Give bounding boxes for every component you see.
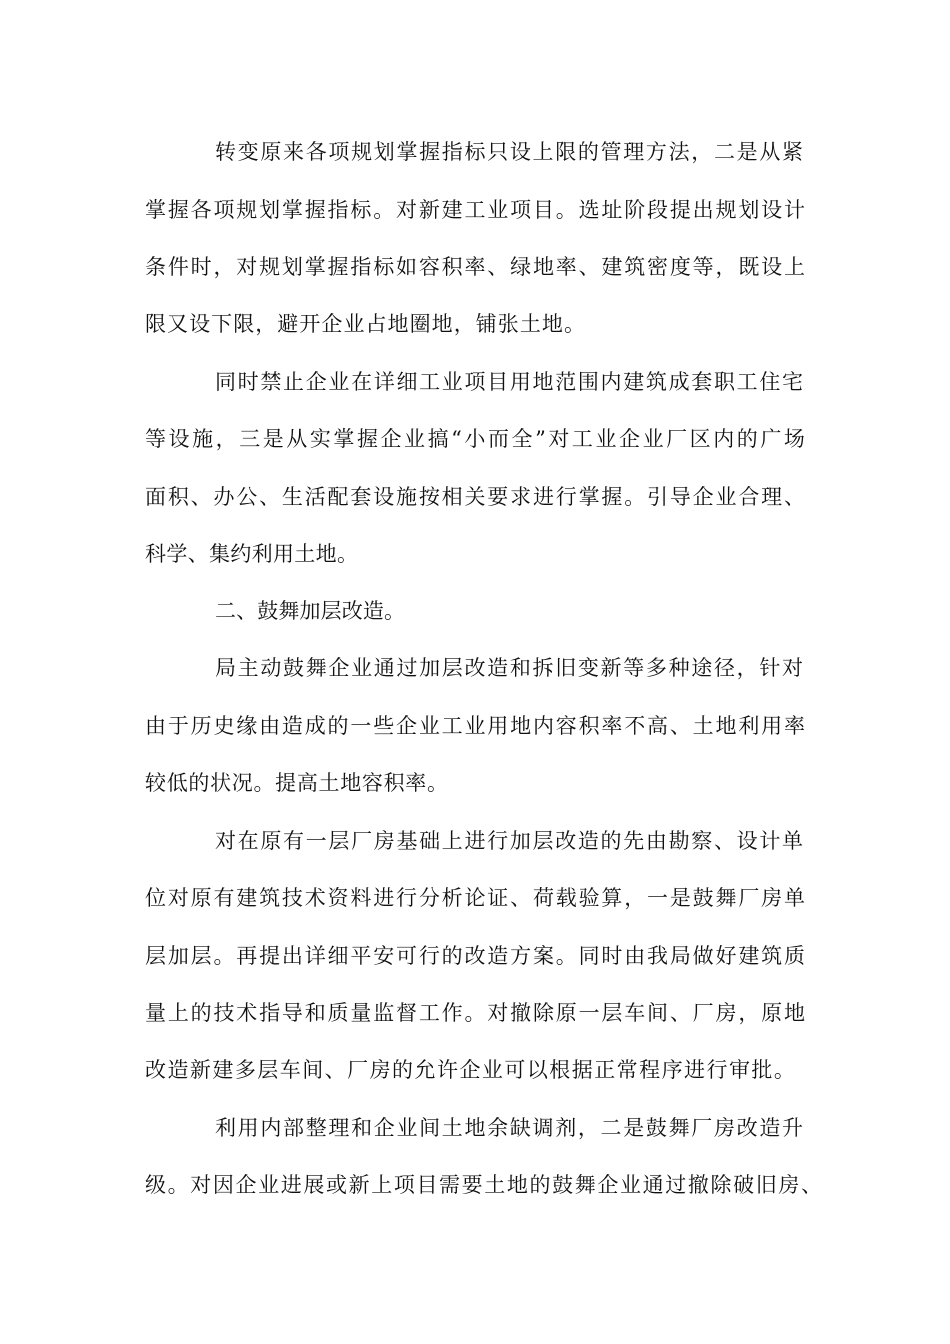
text-line — [0, 648, 950, 688]
text-line — [0, 763, 950, 803]
text-line — [0, 419, 950, 459]
text-line — [0, 534, 950, 574]
section-heading — [0, 591, 950, 631]
paragraph-text: 转变原来各项规划掌握指标只设上限的管理方法，二是从紧 — [215, 140, 805, 164]
paragraph-text: 量上的技术指导和质量监督工作。对撤除原一层车间、厂房，原地 — [145, 1001, 807, 1025]
text-line — [0, 247, 950, 287]
paragraph-text: 级。对因企业进展或新上项目需要土地的鼓舞企业通过撤除破旧房、 — [145, 1173, 824, 1197]
text-line — [0, 821, 950, 861]
paragraph-text: 利用内部整理和企业间土地余缺调剂，二是鼓舞厂房改造升 — [215, 1116, 805, 1140]
heading-text: 二、鼓舞加层改造。 — [215, 599, 406, 623]
text-line — [0, 362, 950, 402]
text-line — [0, 1165, 950, 1205]
paragraph-text: 位对原有建筑技术资料进行分析论证、荷载验算，一是鼓舞厂房单 — [145, 886, 807, 910]
text-line — [0, 993, 950, 1033]
paragraph-text: 等设施，三是从实掌握企业搞“小而全”对工业企业厂区内的广场 — [145, 427, 808, 451]
text-line — [0, 706, 950, 746]
text-line — [0, 132, 950, 172]
paragraph-text: 改造新建多层车间、厂房的允许企业可以根据正常程序进行审批。 — [145, 1058, 797, 1082]
paragraph-text: 同时禁止企业在详细工业项目用地范围内建筑成套职工住宅 — [215, 370, 805, 394]
paragraph-text: 限又设下限，避开企业占地圈地，铺张土地。 — [145, 312, 586, 336]
paragraph-text: 局主动鼓舞企业通过加层改造和拆旧变新等多种途径，针对 — [215, 656, 805, 680]
paragraph-text: 条件时，对规划掌握指标如容积率、绿地率、建筑密度等，既设上 — [145, 255, 807, 279]
text-line — [0, 936, 950, 976]
paragraph-text: 由于历史缘由造成的一些企业工业用地内容积率不高、土地利用率 — [145, 714, 807, 738]
text-line — [0, 878, 950, 918]
text-line — [0, 304, 950, 344]
paragraph-text: 对在原有一层厂房基础上进行加层改造的先由勘察、设计单 — [215, 829, 805, 853]
text-line — [0, 1108, 950, 1148]
text-line — [0, 477, 950, 517]
text-line — [0, 1050, 950, 1090]
paragraph-text: 掌握各项规划掌握指标。对新建工业项目。选址阶段提出规划设计 — [145, 198, 807, 222]
paragraph-text: 面积、办公、生活配套设施按相关要求进行掌握。引导企业合理、 — [145, 485, 807, 509]
paragraph-text: 层加层。再提出详细平安可行的改造方案。同时由我局做好建筑质 — [145, 944, 807, 968]
paragraph-text: 较低的状况。提高土地容积率。 — [145, 771, 449, 795]
paragraph-text: 科学、集约利用土地。 — [145, 542, 359, 566]
text-line — [0, 190, 950, 230]
